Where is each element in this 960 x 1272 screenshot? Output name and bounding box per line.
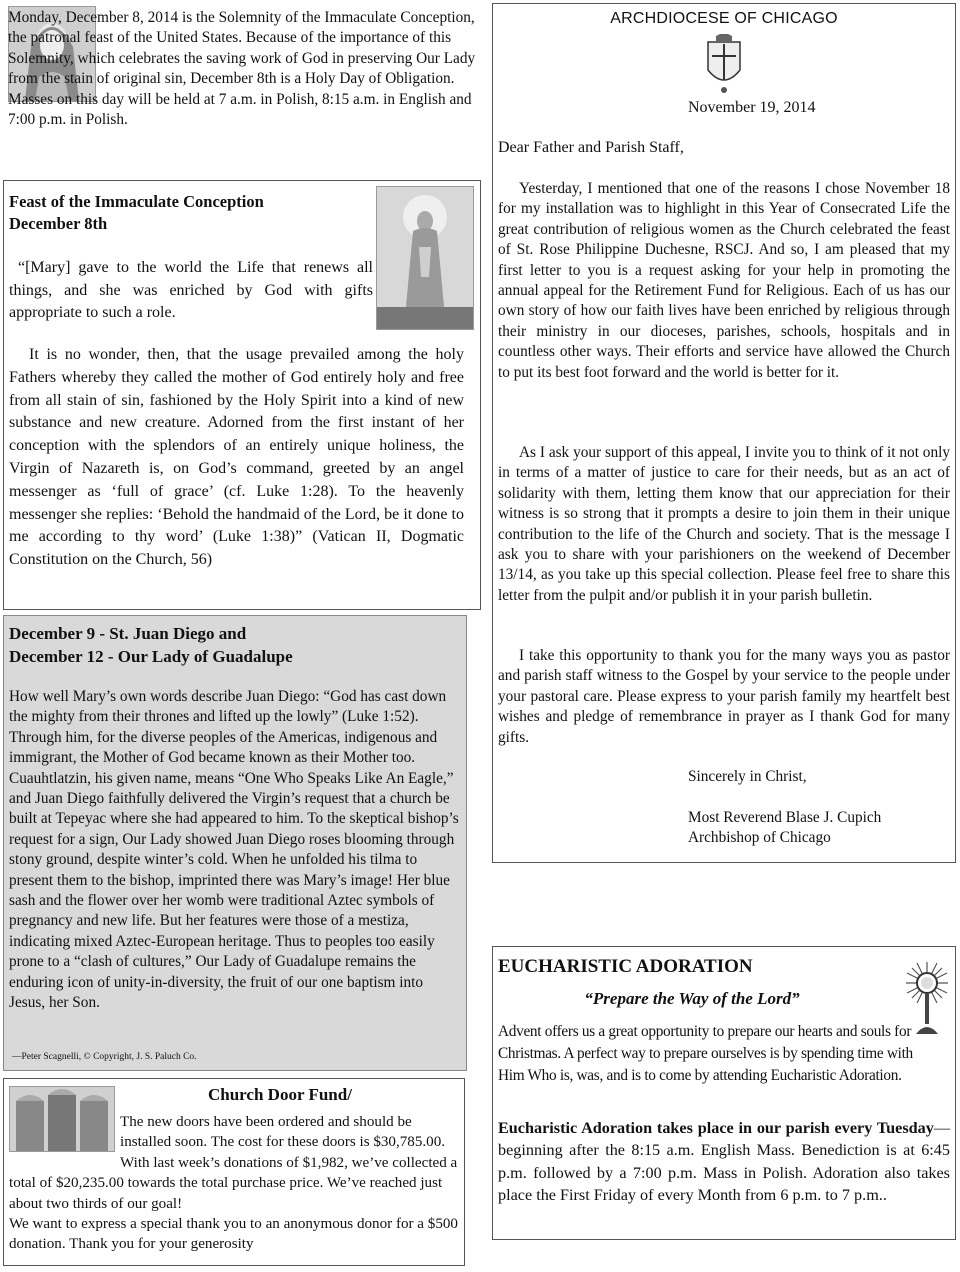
letter-closing: Sincerely in Christ, [688,768,807,785]
door-fund-body-wrap [9,1112,459,1255]
letter-date: November 19, 2014 [688,99,816,116]
letter-paragraph-2: As I ask your support of this appeal, I invite you to think of it not only in terms of a matter of justice to care for their needs, but as an act of solidarity with them, letting them know that our appreciation for their witness is so strong that it prompts a desire to join them in their unique contribution to the life of the Church and society. That is the message I ask you to share with your parishioners on the weekend of December 13/14, as you take up this special collection. Please feel free to share this letter from the pulpit and/or publish it in your parish bulletin. [498,444,950,604]
feast-title-line1: Feast of the Immaculate Conception [9,192,264,211]
letter-signature-title: Archbishop of Chicago [688,829,831,846]
door-fund-title: Church Door Fund/ [208,1085,352,1104]
letter-paragraph-1: Yesterday, I mentioned that one of the reasons I chose November 18 for my installation was to highlight in this Year of Consecrated Life the great contribution of religious women as the Church celebrated the feast of St. Rose Philippine Duchesne, RSCJ. And so, I am pleased that my first letter to you is a request asking for your help in promoting the annual appeal for the Retirement Fund for Religious. Each of us has our own story of how our faith lives have been enriched by religious through their ministry in our dioceses, parishes, schools, hospitals and in countless other ways. Their efforts and service have allowed the Church to put its best foot forward and the world is better for it. [498,180,950,381]
guadalupe-body: How well Mary’s own words describe Juan Diego: “God has cast down the mighty from their thrones and lifted up the lowly” (Luke 1:52). Through him, for the diverse peoples of the Americas, indigenous and immigrant, the Mother of God became known as their Mother too. Cuauhtlatzin, his given name, means “One Who Speaks Like An Eagle,” and Juan Diego faithfully delivered the Virgin’s request that a church be built at Tepeyac where she had appeared to him. To the skeptical bishop’s request for a sign, Our Lady showed Juan Diego roses blooming through stony ground, despite winter’s cold. When he unfolded his tilma to present them to the bishop, imprinted there was Mary’s image! Her blue sash and the flower over her womb were traditional Aztec symbols of pregnancy and new life. But her features were those of a mestiza, indicating mixed Aztec-European heritage. Thus to peoples too easily prone to a “clash of cultures,” Our Lady of Guadalupe remains the enduring icon of unity-in-diversity, the fruit of our one baptism into Jesus, her Son. [9,688,459,1012]
feast-title-line2: December 8th [9,214,108,233]
adoration-subtitle: “Prepare the Way of the Lord” [584,989,800,1008]
adoration-body: Advent offers us a great opportunity to prepare our hearts and souls for Christmas. A perfect way to prepare ourselves is by spending time with Him Who is, was, and is to come by attending Eucharistic Adoration. [498,1023,913,1084]
feast-quote-1: “[Mary] gave to the world the Life that renews all things, and she was enriched by God with gifts appropriate to such a role. [9,259,373,322]
immaculate-statue-image [376,186,474,330]
adoration-title: EUCHARISTIC ADORATION [498,956,753,977]
adoration-schedule [498,1117,950,1207]
letter-org: ARCHDIOCESE OF CHICAGO [610,10,838,27]
letter-salutation: Dear Father and Parish Staff, [498,139,684,156]
door-fund-thanks: We want to express a special thank you to an anonymous donor for a $500 donation. Thank you for your generosity [9,1216,458,1253]
adoration-schedule-lead: Eucharistic Adoration takes place in our parish every Tuesday [498,1119,934,1137]
guadalupe-title-line1: December 9 - St. Juan Diego and [9,624,247,643]
adoration-schedule-rest: —beginning after the 8:15 a.m. English Mass. Benediction is at 6:45 p.m. followed by a 7:00 p.m. Mass in Polish. Adoration also takes place the First Friday of every Month from 6 p.m. to 7 p.m.. [498,1119,950,1205]
guadalupe-credit: —Peter Scagnelli, © Copyright, J. S. Paluch Co. [12,1052,197,1062]
guadalupe-title-line2: December 12 - Our Lady of Guadalupe [9,647,293,666]
intro-text: Monday, December 8, 2014 is the Solemnity of the Immaculate Conception, the patronal feast of the United States. Because of the importance of this Solemnity, which celebrates the saving work of God in preserving Our Lady from the stain of original sin, December 8th is a Holy Day of Obligation. Masses on this day will be held at 7 a.m. in Polish, 8:15 a.m. in English and 7:00 p.m. in Polish. [8,9,476,129]
archdiocese-crest-icon [702,34,746,96]
door-fund-body: The new doors have been ordered and should be installed soon. The cost for these doors is $30,785.00. With last week’s donations of $1,982, we’ve collected a total of $20,235.00 towards the total purchase price. We’ve reached just about two thirds of our goal! [9,1114,458,1212]
letter-paragraph-3: I take this opportunity to thank you for the many ways you as pastor and parish staff witness to the Gospel by your service to the people under your pastoral care. Please express to your parish family my heartfelt best wishes and pledge of remembrance in prayer as I thank God for many gifts. [498,647,950,746]
letter-signature-name: Most Reverend Blase J. Cupich [688,809,882,826]
feast-quote-2: It is no wonder, then, that the usage prevailed among the holy Fathers whereby they called the mother of God entirely holy and free from all stain of sin, fashioned by the Holy Spirit into a kind of new substance and new creature. Adorned from the first instant of her conception with the splendors of an entirely unique holiness, the Virgin of Nazareth is, on God’s command, greeted by an angel messenger as ‘full of grace’ (cf. Luke 1:28). To the heavenly messenger she replies: ‘Behold the handmaid of the Lord, be it done to me according to thy word’ (Luke 1:38)” (Vatican II, Dogmatic Constitution on the Church, 56) [9,346,464,569]
